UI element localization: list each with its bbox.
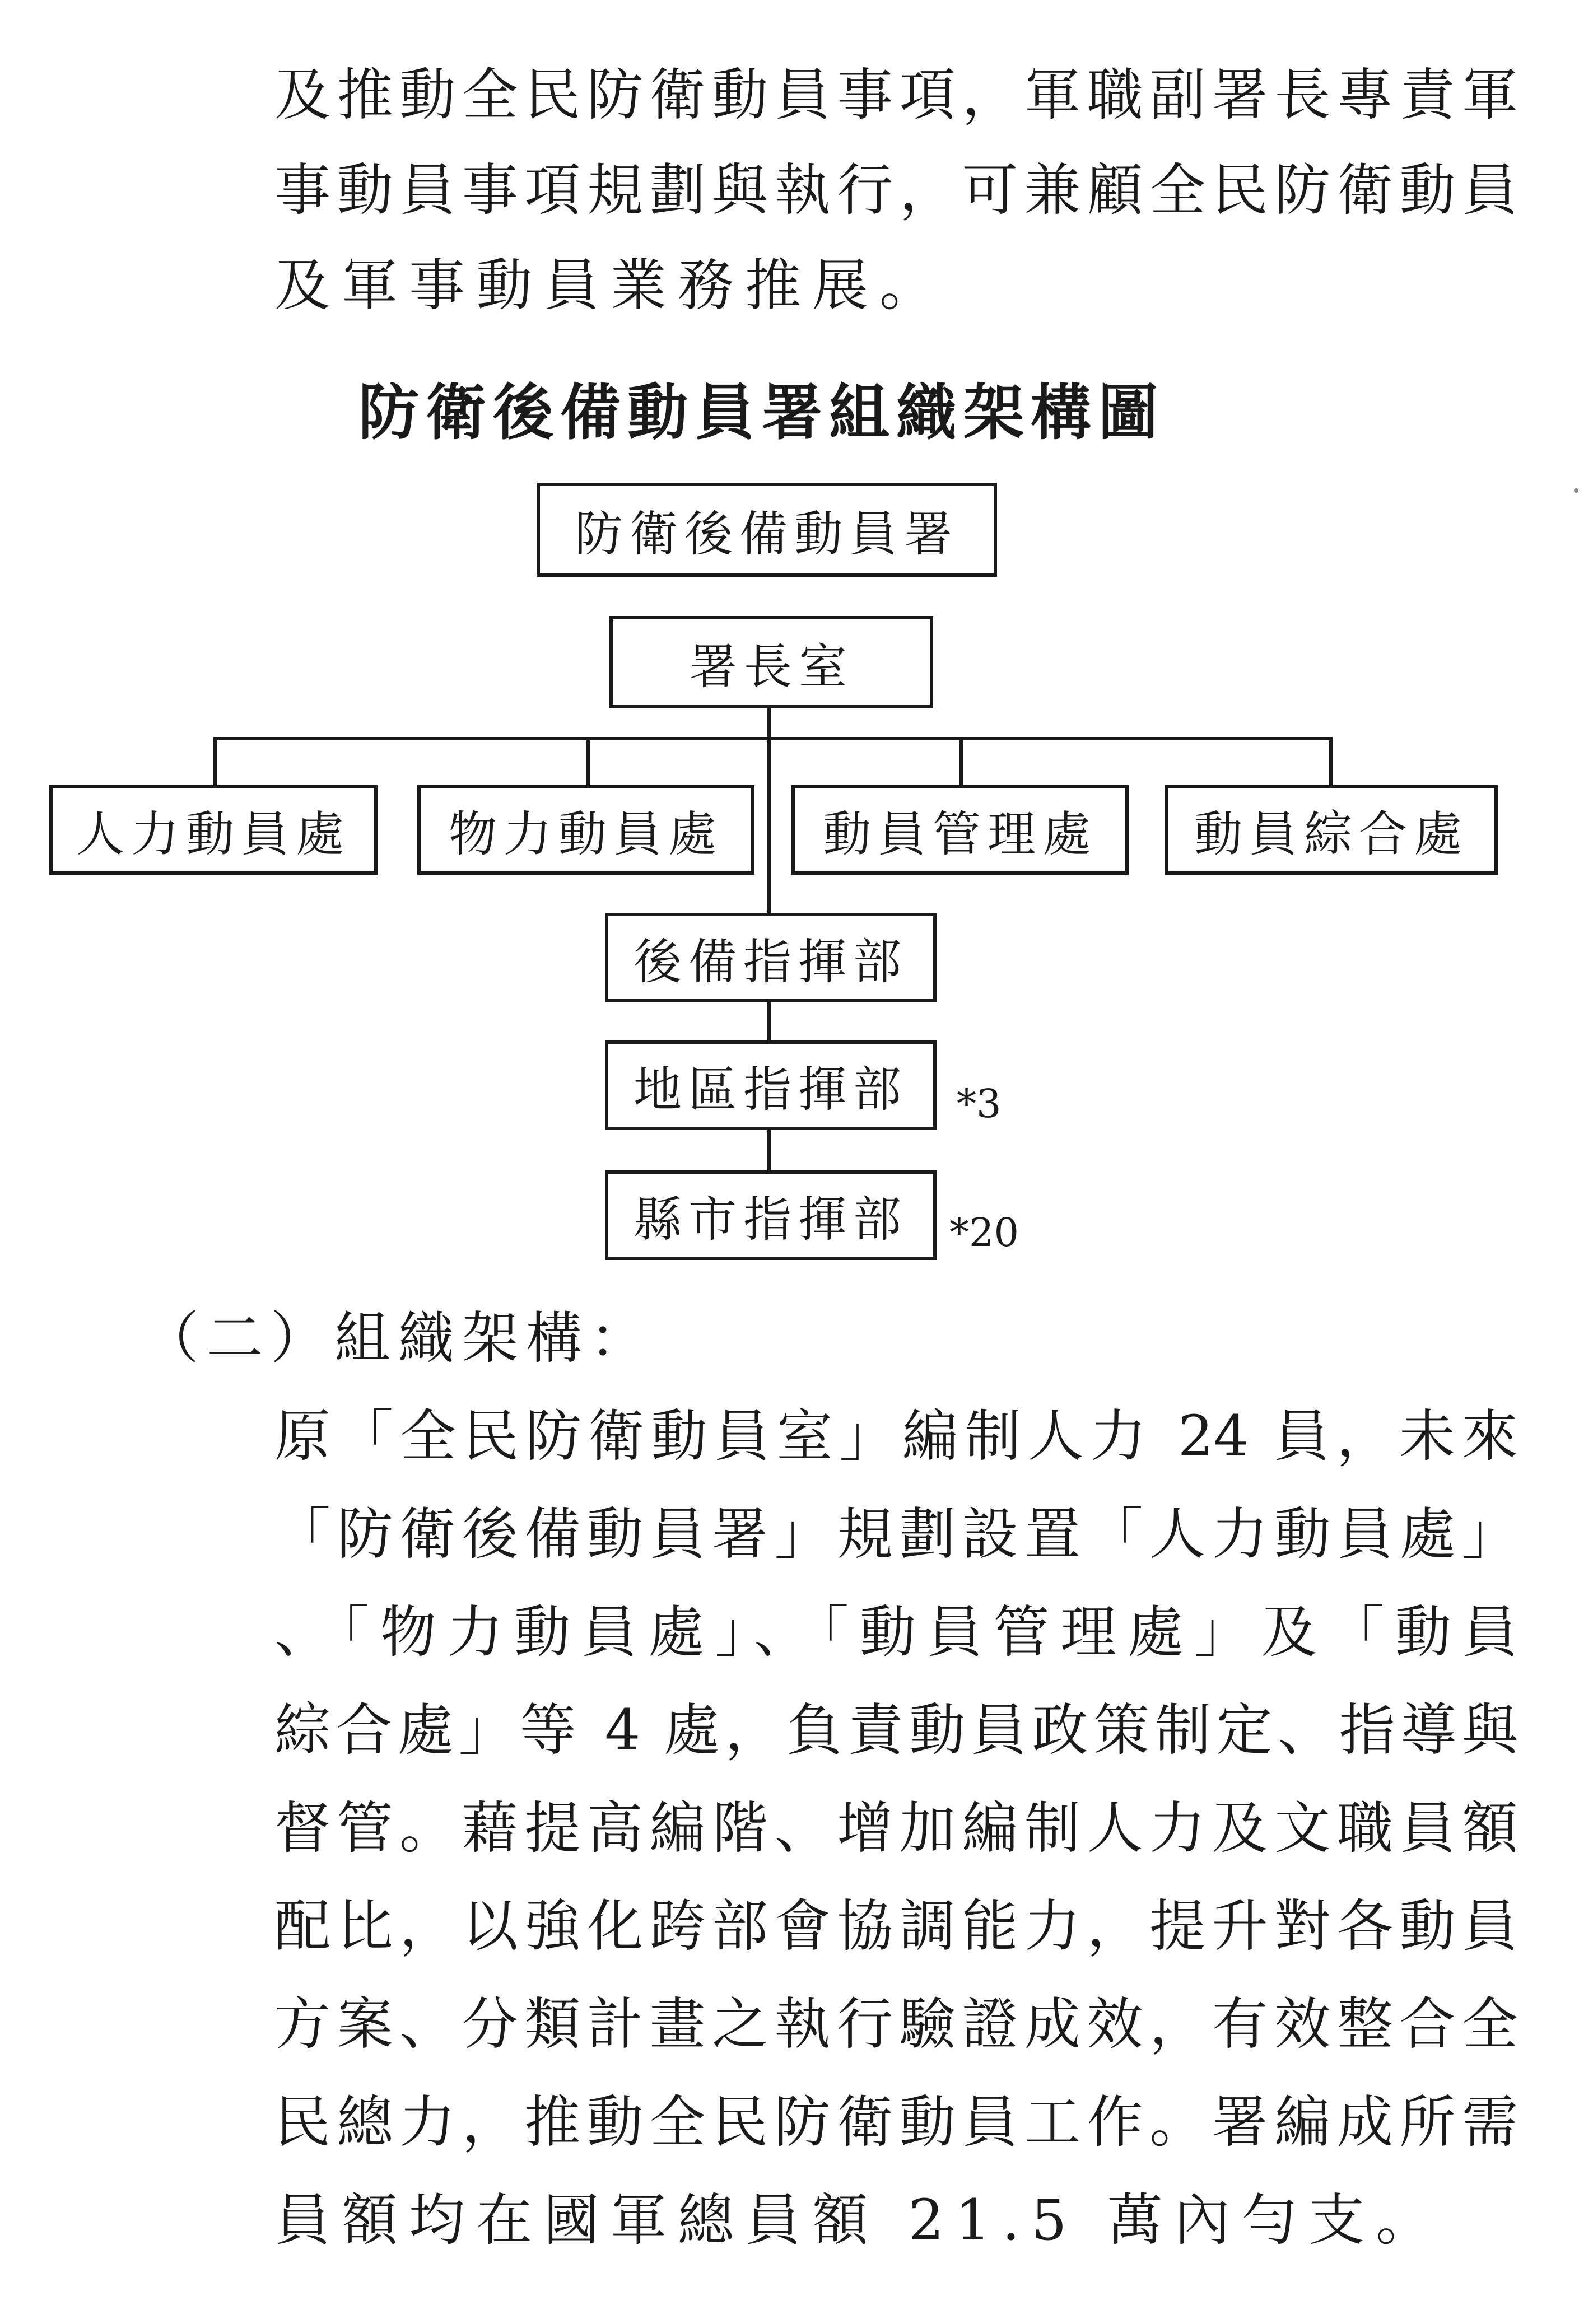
division-connector <box>586 737 590 786</box>
division-label: 動員管理處 <box>823 806 1097 862</box>
division-label: 動員綜合處 <box>1194 806 1469 862</box>
body-line: 原「全民防衛動員室」編制人力 24 員，未來 <box>274 1403 1518 1469</box>
division-connector <box>959 737 963 786</box>
division-box <box>49 785 378 875</box>
division-label: 人力動員處 <box>76 806 351 862</box>
body-line: 「防衛後備動員署」規劃設置「人力動員處」 <box>274 1501 1518 1567</box>
county-command-box <box>605 1170 937 1260</box>
county-command-label: 縣市指揮部 <box>634 1192 908 1248</box>
regional-command-label: 地區指揮部 <box>634 1062 908 1118</box>
reserve-command-label: 後備指揮部 <box>634 934 908 990</box>
org-root-label: 防衛後備動員署 <box>575 506 959 562</box>
division-label: 物力動員處 <box>449 806 723 862</box>
division-connector <box>213 737 217 786</box>
director-office-label: 署長室 <box>689 638 854 695</box>
body-line: 督管。藉提高編階、增加編制人力及文職員額 <box>274 1795 1518 1861</box>
regional-command-box <box>605 1040 937 1130</box>
body-line: 、「物力動員處」、「動員管理處」及「動員 <box>274 1599 1518 1665</box>
body-line: 民總力，推動全民防衛動員工作。署編成所需 <box>274 2089 1518 2155</box>
regional-command-count: *3 <box>957 1081 1002 1127</box>
division-box <box>1165 785 1498 875</box>
division-box <box>791 785 1129 875</box>
intro-line: 及軍事動員業務推展。 <box>274 253 947 318</box>
county-command-count: *20 <box>949 1210 1019 1256</box>
intro-line: 事動員事項規劃與執行，可兼顧全民防衛動員 <box>274 157 1518 223</box>
division-bus-line <box>213 737 1333 740</box>
scan-speck <box>1574 488 1578 493</box>
division-connector <box>1329 737 1333 786</box>
body-line: 綜合處」等 4 處，負責動員政策制定、指導與 <box>274 1697 1518 1763</box>
body-line: 配比，以強化跨部會協調能力，提升對各動員 <box>274 1893 1518 1959</box>
body-line: 方案、分類計畫之執行驗證成效，有效整合全 <box>274 1991 1518 2057</box>
body-line: 員額均在國軍總員額 21.5 萬內勻支。 <box>274 2187 1443 2253</box>
director-office-box <box>609 616 933 708</box>
org-root-box <box>537 483 997 577</box>
section-heading: （二）組織架構： <box>143 1305 654 1371</box>
chart-title: 防衛後備動員署組織架構圖 <box>358 377 1166 448</box>
intro-line: 及推動全民防衛動員事項，軍職副署長專責軍 <box>274 62 1518 128</box>
reserve-command-box <box>605 913 937 1002</box>
division-box <box>417 785 754 875</box>
